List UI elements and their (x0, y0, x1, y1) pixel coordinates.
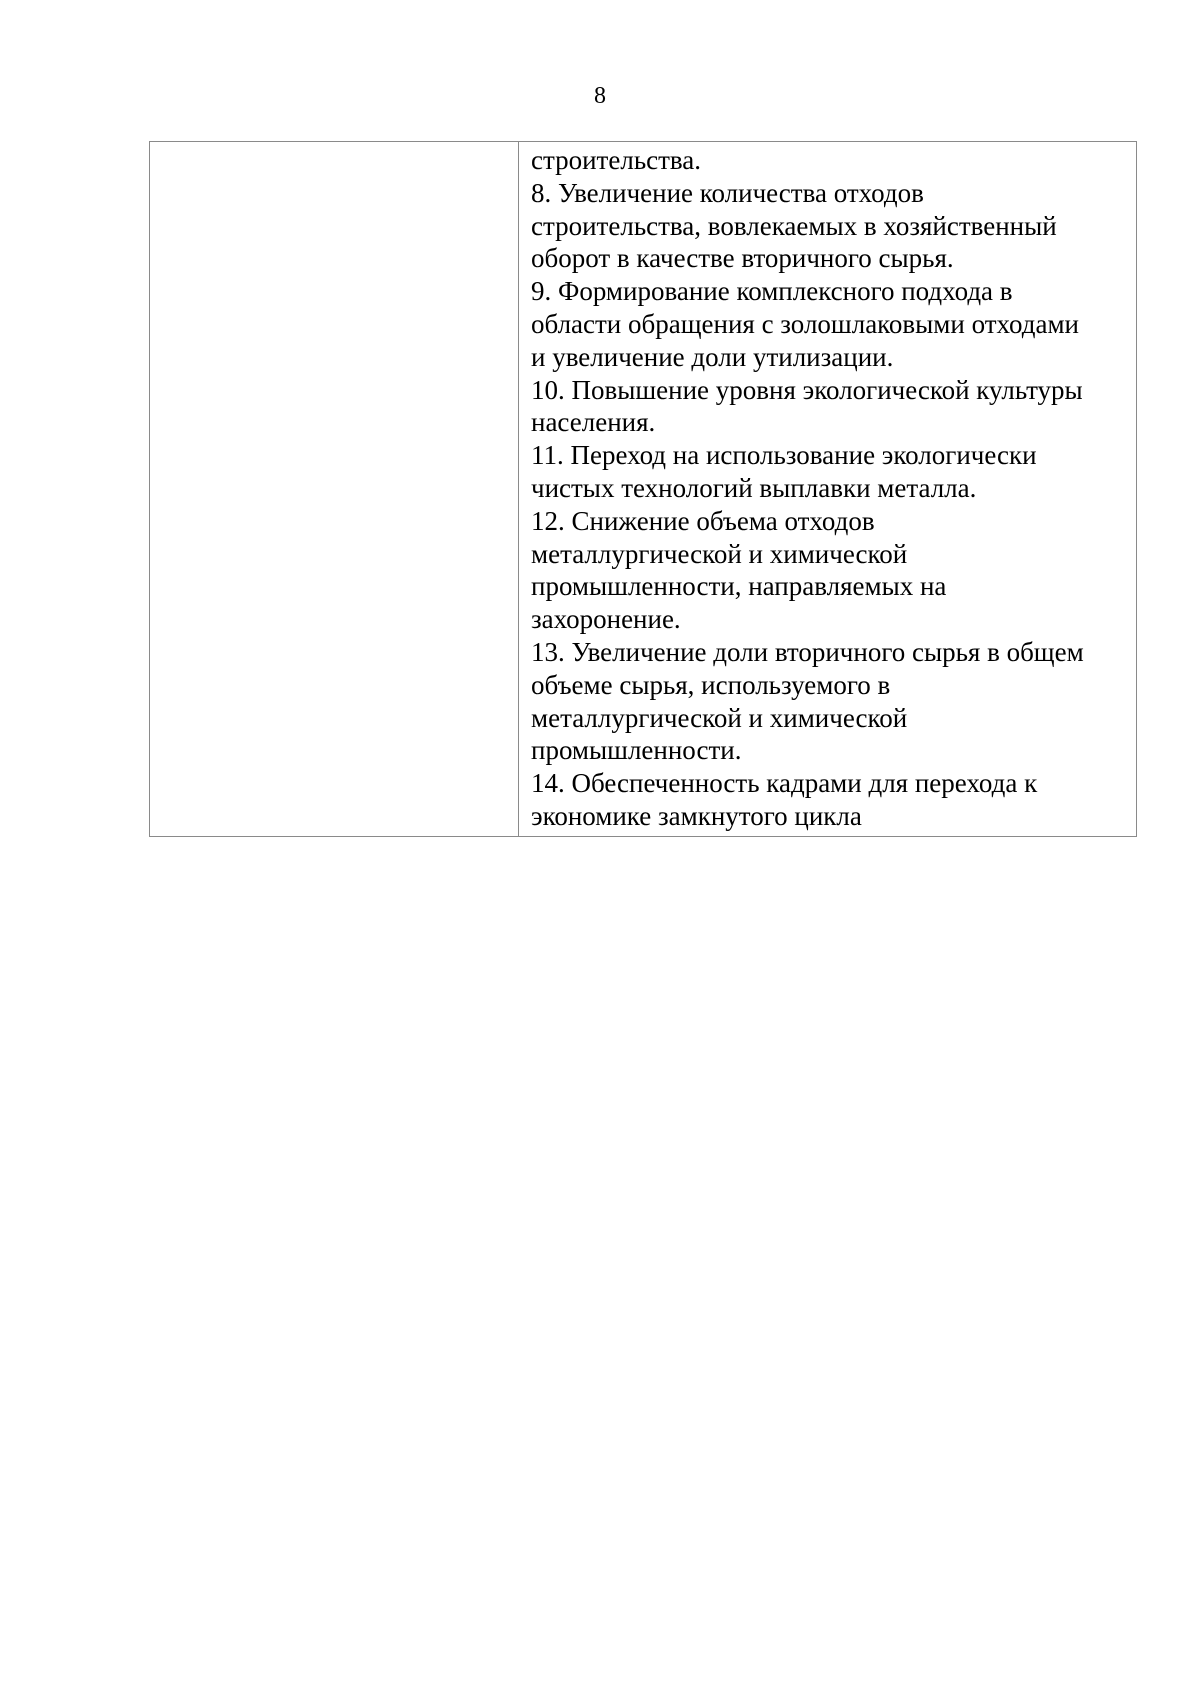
text-line: металлургической и химической (531, 538, 908, 569)
text-line: населения. (531, 407, 656, 438)
text-line: 10. Повышение уровня экологической культуры (531, 374, 1083, 405)
text-line: экономике замкнутого цикла (531, 800, 862, 831)
text-line: строительства, вовлекаемых в хозяйственный (531, 210, 1057, 241)
text-line: 14. Обеспеченность кадрами для перехода к (531, 768, 1038, 799)
text-line: объеме сырья, используемого в (531, 669, 891, 700)
content-table (149, 141, 1137, 837)
text-line: металлургической и химической (531, 702, 908, 733)
text-line: чистых технологий выплавки металла. (531, 472, 977, 503)
page-number: 8 (594, 83, 606, 109)
table-row (150, 142, 1137, 837)
cell-text-block (519, 142, 1136, 836)
text-line: 9. Формирование комплексного подхода в (531, 276, 1013, 307)
text-line: промышленности, направляемых на (531, 571, 947, 602)
table-cell-left (150, 142, 519, 837)
table-cell-right (519, 142, 1137, 837)
text-line: строительства. (531, 145, 702, 175)
text-line: 11. Переход на использование экологически (531, 440, 1037, 471)
text-line: области обращения с золошлаковыми отходами (531, 308, 1079, 339)
text-line: захоронение. (531, 604, 681, 635)
text-line: 8. Увеличение количества отходов (531, 177, 924, 208)
text-line: 13. Увеличение доли вторичного сырья в общем (531, 636, 1084, 667)
text-line: и увеличение доли утилизации. (531, 341, 894, 372)
text-line: 12. Снижение объема отходов (531, 505, 875, 536)
text-line: промышленности. (531, 735, 742, 766)
text-line: оборот в качестве вторичного сырья. (531, 243, 954, 274)
